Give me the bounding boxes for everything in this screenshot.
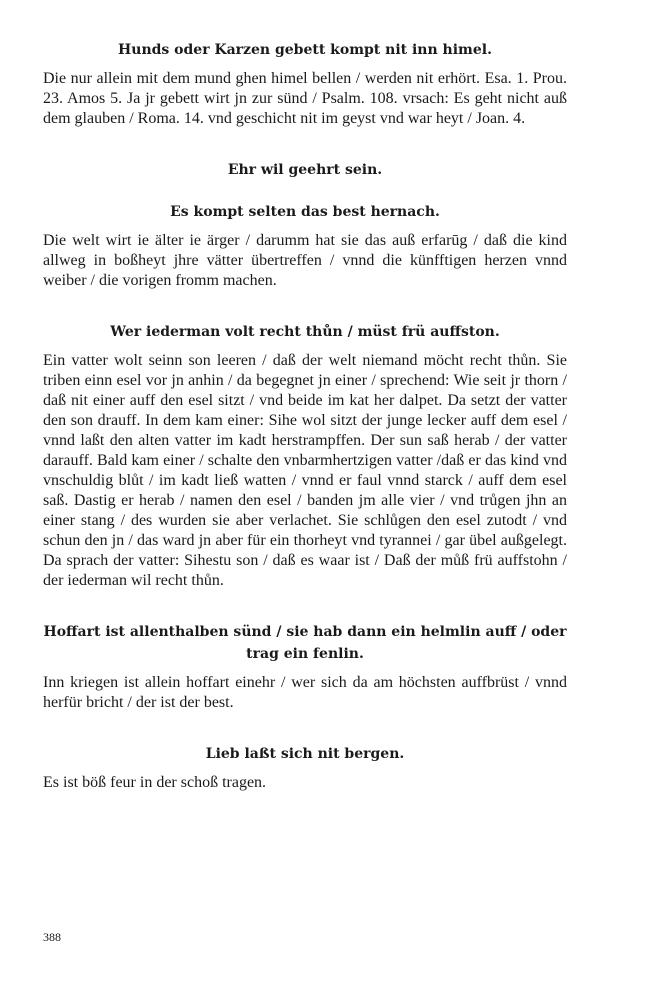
section-heading: Ehr wil geehrt sein.	[227, 162, 383, 178]
section-heading: Lieb laßt sich nit bergen.	[205, 746, 405, 762]
section-heading: Hoffart ist allenthalben sünd / sie hab dann ein helmlin auff / oder trag ein fenlin.	[43, 624, 567, 662]
section-text: Ein vatter wolt seinn son leeren / daß der welt niemand möcht recht thůn. Sie triben einn esel vor jn anhin / da begegnet jn einer / sprechend: Wie seit jr thorn / daß nit einer auff den esel sitzt / vnd beide im kat her dalpet. Da setzt der vatter den son drauff. In dem kam einer: Sihe wol sitzt der junge lecker auff dem esel / vnnd laßt den alten vatter im kadt herstrampffen. Der sun saß herab / der vatter darauff. Bald kam einer / schalte den vnbarmhertzigen vatter /daß er das kind vnd vnschuldig blůt / im kadt ließ watten / vnnd er faul vnnd starck / auff dem esel saß. Dastig er herab / namen den esel / banden jm alle vier / vnd trůgen jhn an einer stang / des wurden sie aber verlachet. Sie schlůgen den esel zutodt / vnd schun den jn / das ward jn aber für ein thorheyt vnd tyrannei / gar übel außgelegt. Da sprach der vatter: Sihestu son / daß es waar ist / Daß der můß frü auffstohn / der iederman wil recht thůn.	[43, 352, 567, 589]
section-text: Inn kriegen ist allein hoffart einehr / wer sich da am höchsten auffbrüst / vnnd herfür bricht / der ist der best.	[43, 674, 567, 711]
page-body	[43, 39, 567, 823]
section-text: Die welt wirt ie älter ie ärger / darumm hat sie das auß erfarūg / daß die kind allweg in boßheyt jhre vätter übertreffen / vnnd die künfftigen herzen vnnd weiber / die vorigen fromm machen.	[43, 232, 567, 289]
section-text: Die nur allein mit dem mund ghen himel bellen / werden nit erhört. Esa. 1. Prou. 23. Amos 5. Ja jr gebett wirt jn zur sünd / Psalm. 108. vrsach: Es geht nicht auß dem glauben / Roma. 14. vnd geschicht nit im geyst vnd war heyt / Joan. 4.	[43, 70, 567, 127]
section-heading: Wer iederman volt recht thůn / müst frü auffston.	[110, 324, 500, 340]
section-heading: Es kompt selten das best hernach.	[170, 204, 440, 220]
page-number: 388	[43, 930, 61, 944]
section-heading: Hunds oder Karzen gebett kompt nit inn himel.	[118, 42, 492, 58]
section-text: Es ist böß feur in der schoß tragen.	[43, 774, 267, 791]
